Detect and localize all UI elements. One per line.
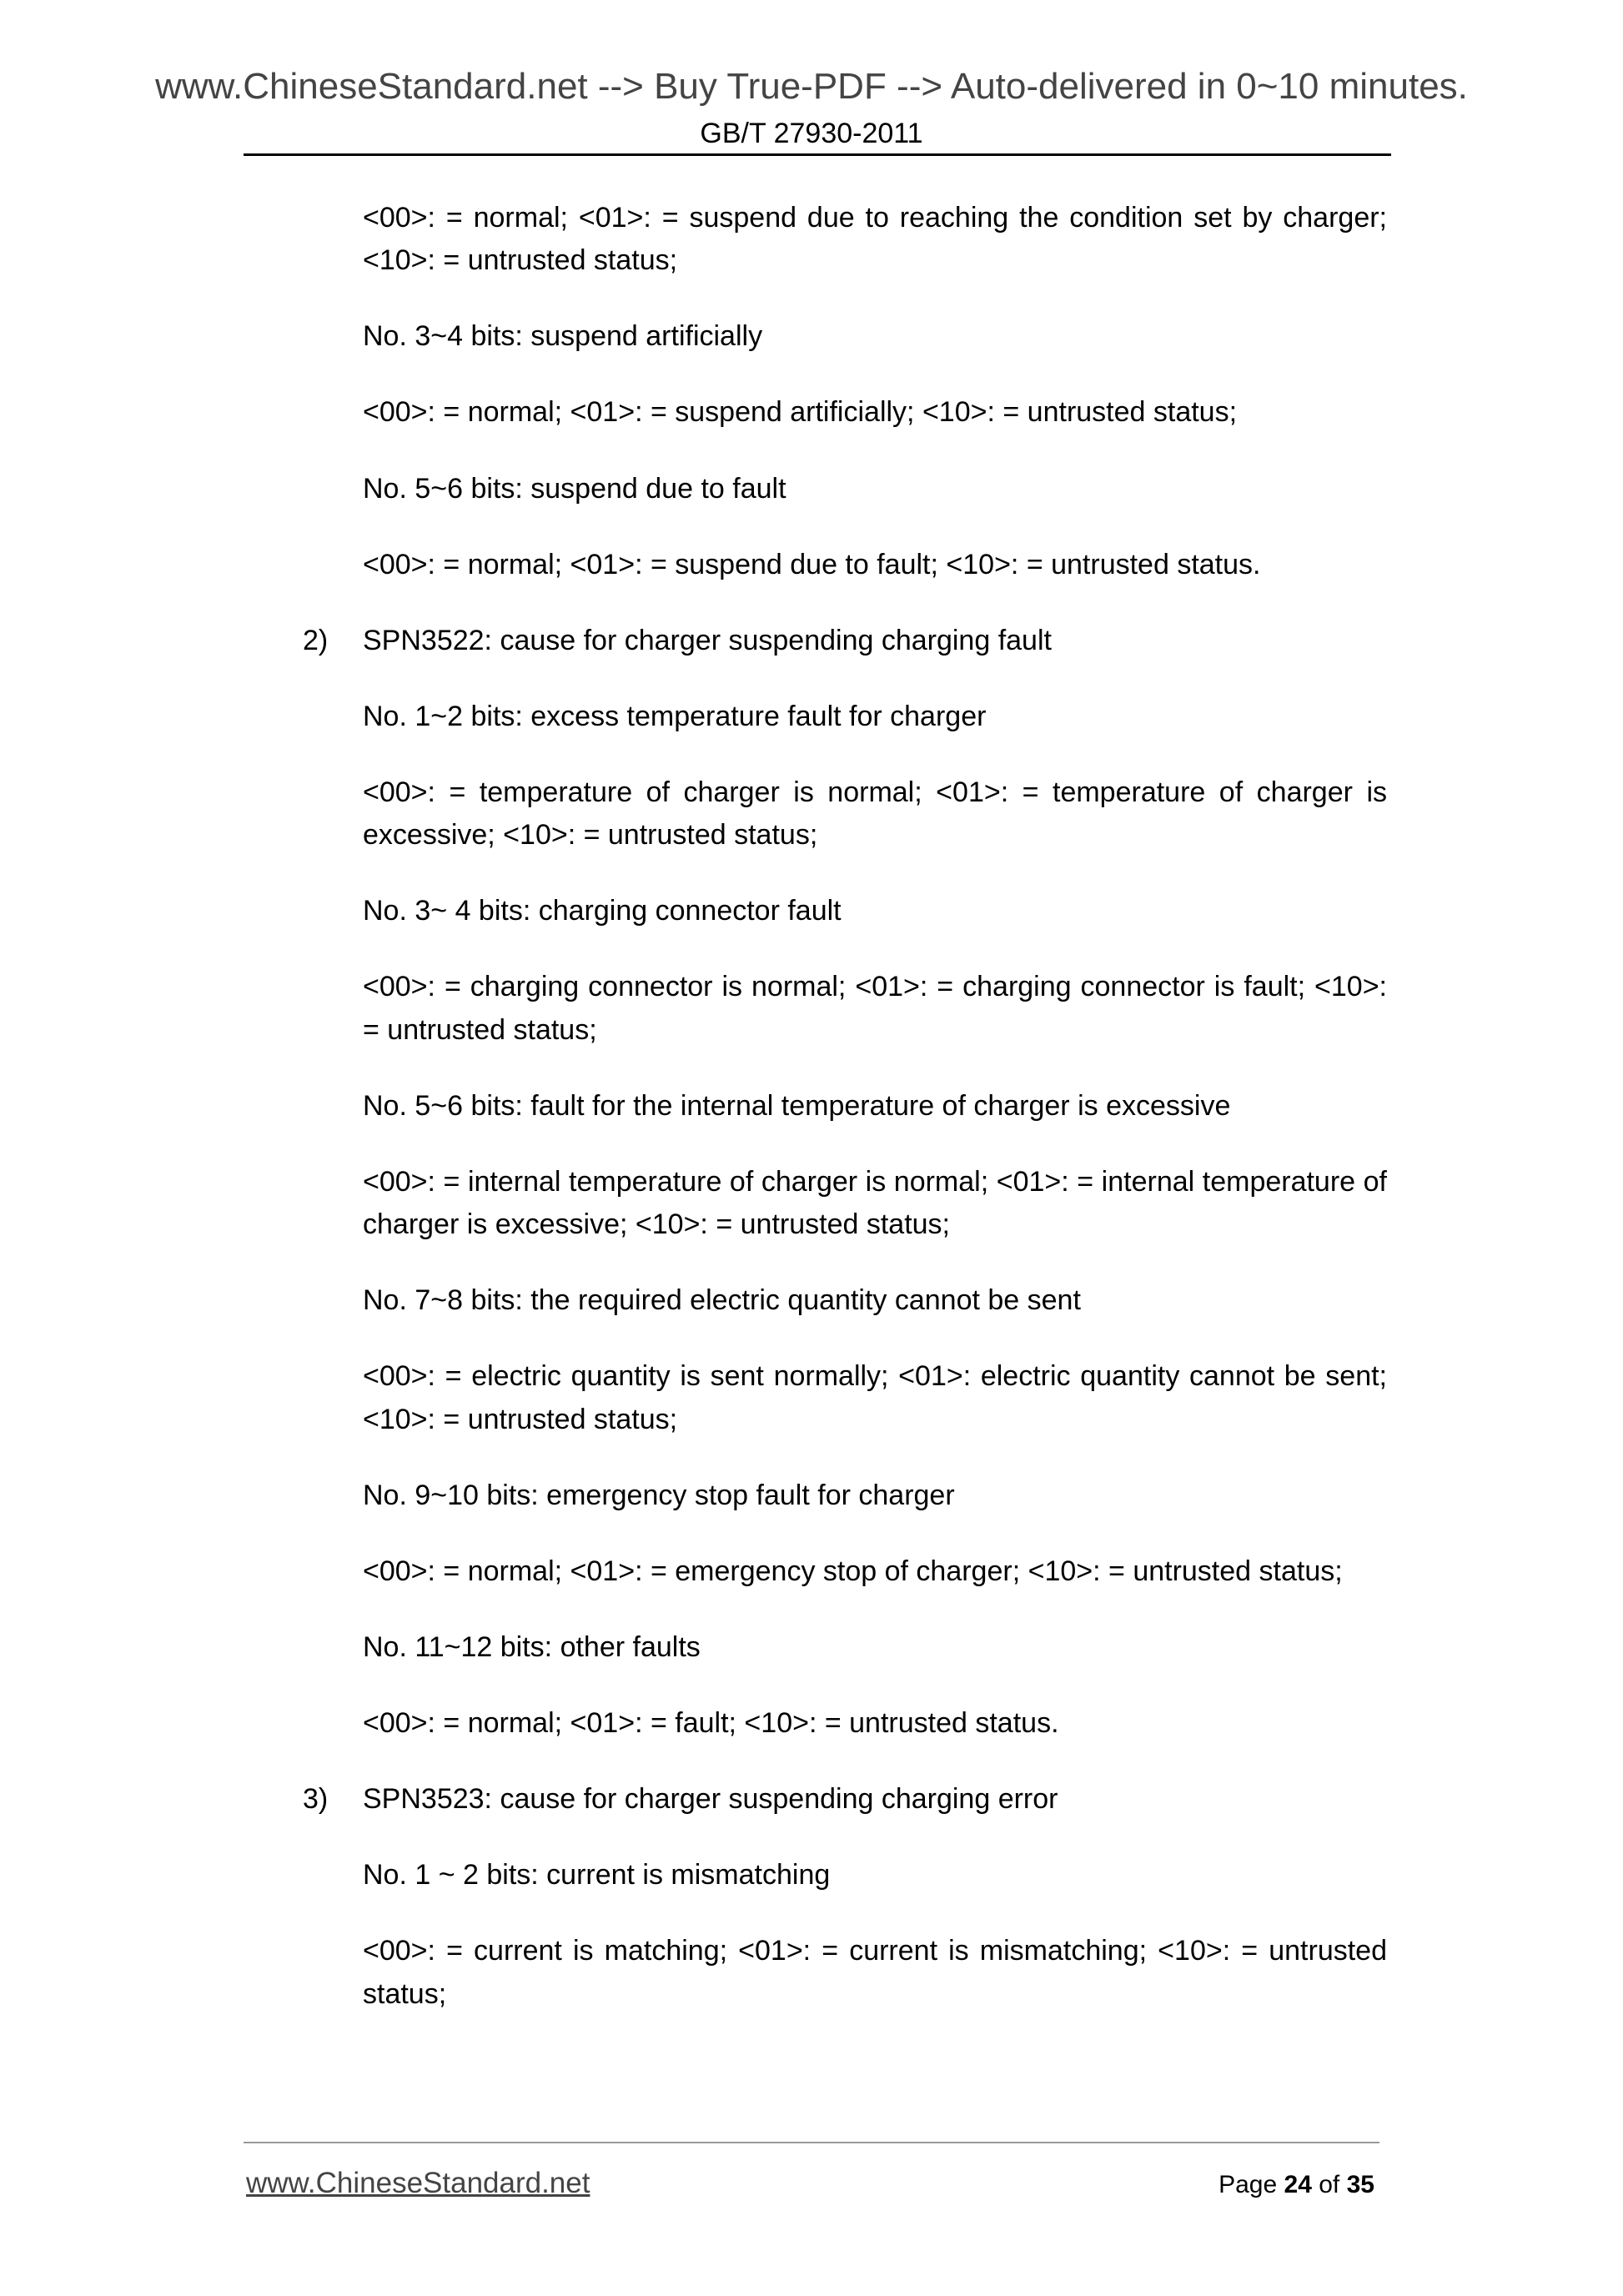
page-total: 35 bbox=[1346, 2171, 1374, 2198]
paragraph bbox=[363, 315, 1387, 358]
paragraph bbox=[363, 966, 1387, 1052]
paragraph-text: <00>: = current is matching; <01>: = current is mismatching; <10>: = untrusted status; bbox=[363, 1935, 1387, 2010]
paragraph bbox=[363, 1475, 1387, 1517]
paragraph bbox=[363, 197, 1387, 283]
page-number bbox=[1219, 2167, 1374, 2203]
paragraph bbox=[363, 1626, 1387, 1669]
page-of: of bbox=[1319, 2171, 1340, 2198]
paragraph-text: No. 3~4 bits: suspend artificially bbox=[363, 320, 763, 353]
standard-id: GB/T 27930-2011 bbox=[700, 118, 923, 149]
footer-divider bbox=[244, 2142, 1379, 2143]
paragraph bbox=[363, 1702, 1387, 1745]
numbered-item bbox=[303, 1778, 1387, 1821]
paragraph bbox=[363, 890, 1387, 932]
paragraph bbox=[363, 696, 1387, 738]
paragraph-text: <00>: = electric quantity is sent normally; <01>: electric quantity cannot be sent; <10>: = untrusted status; bbox=[363, 1360, 1387, 1435]
item-number: 2) bbox=[303, 624, 329, 656]
header-divider bbox=[244, 153, 1391, 156]
paragraph-text: SPN3522: cause for charger suspending charging fault bbox=[363, 624, 1052, 656]
header-banner: www.ChineseStandard.net --> Buy True-PDF --> Auto-delivered in 0~10 minutes. bbox=[155, 66, 1468, 107]
paragraph-text: No. 3~ 4 bits: charging connector fault bbox=[363, 895, 842, 927]
paragraph-text: <00>: = normal; <01>: = suspend artificially; <10>: = untrusted status; bbox=[363, 396, 1238, 429]
item-number: 3) bbox=[303, 1783, 329, 1816]
paragraph-text: <00>: = internal temperature of charger is normal; <01>: = internal temperature of charger is excessive; <10>: = untrusted status; bbox=[363, 1165, 1387, 1241]
paragraph-text: SPN3523: cause for charger suspending charging error bbox=[363, 1783, 1058, 1816]
paragraph-text: No. 7~8 bits: the required electric quantity cannot be sent bbox=[363, 1284, 1081, 1317]
paragraph-text: No. 1 ~ 2 bits: current is mismatching bbox=[363, 1859, 831, 1892]
paragraph-text: No. 9~10 bits: emergency stop fault for charger bbox=[363, 1479, 955, 1511]
paragraph bbox=[363, 1279, 1387, 1322]
page-current: 24 bbox=[1284, 2171, 1312, 2198]
numbered-item bbox=[303, 620, 1387, 662]
paragraph bbox=[363, 1930, 1387, 2016]
footer-site-link[interactable]: www.ChineseStandard.net bbox=[246, 2167, 590, 2199]
paragraph-text: <00>: = normal; <01>: = emergency stop of charger; <10>: = untrusted status; bbox=[363, 1555, 1343, 1587]
paragraph bbox=[363, 1854, 1387, 1897]
paragraph bbox=[363, 468, 1387, 510]
paragraph bbox=[363, 1161, 1387, 1247]
paragraph bbox=[363, 391, 1387, 434]
paragraph-text: <00>: = temperature of charger is normal; <01>: = temperature of charger is excessive; <10>: = untrusted status; bbox=[363, 776, 1387, 852]
paragraph-text: <00>: = normal; <01>: = suspend due to reaching the condition set by charger; <10>: = untrusted status; bbox=[363, 202, 1387, 277]
document-body bbox=[303, 197, 1387, 2049]
page-prefix: Page bbox=[1219, 2171, 1278, 2198]
paragraph-text: No. 11~12 bits: other faults bbox=[363, 1630, 701, 1663]
paragraph bbox=[363, 1085, 1387, 1128]
paragraph-text: No. 1~2 bits: excess temperature fault for charger bbox=[363, 700, 987, 732]
paragraph bbox=[363, 1550, 1387, 1593]
paragraph-text: No. 5~6 bits: suspend due to fault bbox=[363, 472, 786, 505]
paragraph-text: No. 5~6 bits: fault for the internal temperature of charger is excessive bbox=[363, 1089, 1231, 1122]
paragraph bbox=[363, 771, 1387, 857]
paragraph bbox=[363, 1355, 1387, 1441]
paragraph-text: <00>: = charging connector is normal; <01>: = charging connector is fault; <10>: = untrusted status; bbox=[363, 971, 1387, 1046]
paragraph bbox=[363, 544, 1387, 586]
paragraph-text: <00>: = normal; <01>: = fault; <10>: = untrusted status. bbox=[363, 1707, 1059, 1740]
paragraph-text: <00>: = normal; <01>: = suspend due to fault; <10>: = untrusted status. bbox=[363, 548, 1261, 580]
